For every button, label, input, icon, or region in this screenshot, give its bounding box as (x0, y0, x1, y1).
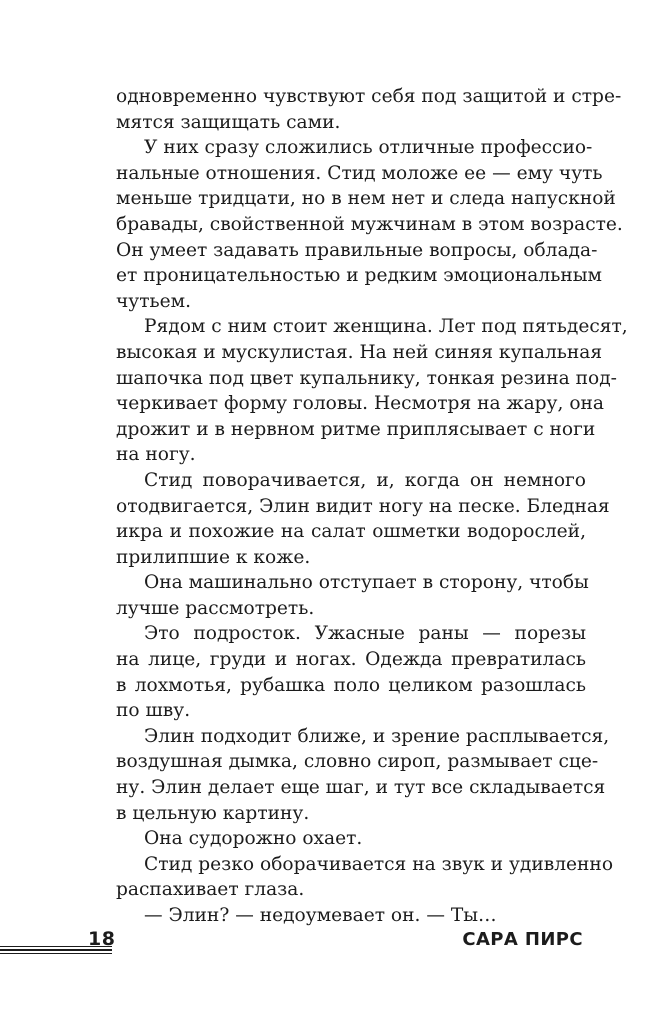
text-line: мятся защищать сами. (116, 111, 341, 133)
text-line: на лице, груди и ногах. Одежда превратилась (116, 649, 586, 671)
text-line: Она машинально отступает в сторону, чтобы (144, 572, 589, 594)
text-line: шапочка под цвет купальнику, тонкая резина под- (116, 367, 617, 389)
text-line: одновременно чувствуют себя под защитой и стре- (116, 86, 622, 107)
text-line: распахивает глаза. (116, 879, 305, 901)
text-line: на ногу. (116, 444, 196, 466)
text-line: меньше тридцати, но в нем нет и следа напускной (116, 188, 616, 210)
text-line: по шву. (116, 700, 191, 722)
text-line: прилипшие к коже. (116, 546, 311, 568)
text-line: черкивает форму головы. Несмотря на жару, она (116, 393, 604, 415)
text-line: ет проницательностью и редким эмоциональным (116, 265, 602, 287)
text-line: в лохмотья, рубашка поло целиком разошлась (116, 674, 586, 696)
text-line: Стид поворачивается, и, когда он немного (144, 469, 586, 491)
text-line: в цельную картину. (116, 802, 310, 824)
running-head-author: САРА ПИРС (462, 929, 583, 950)
text-line: Она судорожно охает. (144, 828, 363, 850)
text-line: воздушная дымка, словно сироп, размывает сце- (116, 751, 599, 773)
text-line: чутьем. (116, 290, 192, 312)
text-line: Это подросток. Ужасные раны — порезы (144, 623, 586, 645)
text-line: высокая и мускулистая. На ней синяя купальная (116, 341, 603, 363)
text-line: нальные отношения. Стид моложе ее — ему чуть (116, 162, 603, 184)
text-line: лучше рассмотреть. (116, 597, 315, 619)
text-line: Рядом с ним стоит женщина. Лет под пятьдесят, (144, 316, 628, 338)
text-line: У них сразу сложились отличные профессио- (144, 137, 593, 159)
page-number: 18 (88, 928, 116, 950)
text-line: ну. Элин делает еще шаг, и тут все складывается (116, 777, 606, 799)
page-footer (0, 920, 661, 960)
text-line: Стид резко оборачивается на звук и удивленно (144, 853, 614, 875)
text-line: дрожит и в нервном ритме приплясывает с ноги (116, 418, 596, 440)
text-line: Он умеет задавать правильные вопросы, облада- (116, 239, 598, 261)
footer-rule (0, 953, 112, 954)
text-line: — Элин? — недоумевает он. — Ты… (144, 905, 497, 926)
text-line: икра и похожие на салат ошметки водорослей, (116, 521, 586, 543)
body-text (116, 84, 628, 929)
text-line: Элин подходит ближе, и зрение расплывается, (144, 725, 610, 747)
text-line: бравады, свойственной мужчинам в этом возрасте. (116, 213, 623, 235)
text-line: отодвигается, Элин видит ногу на песке. Бледная (116, 495, 610, 517)
